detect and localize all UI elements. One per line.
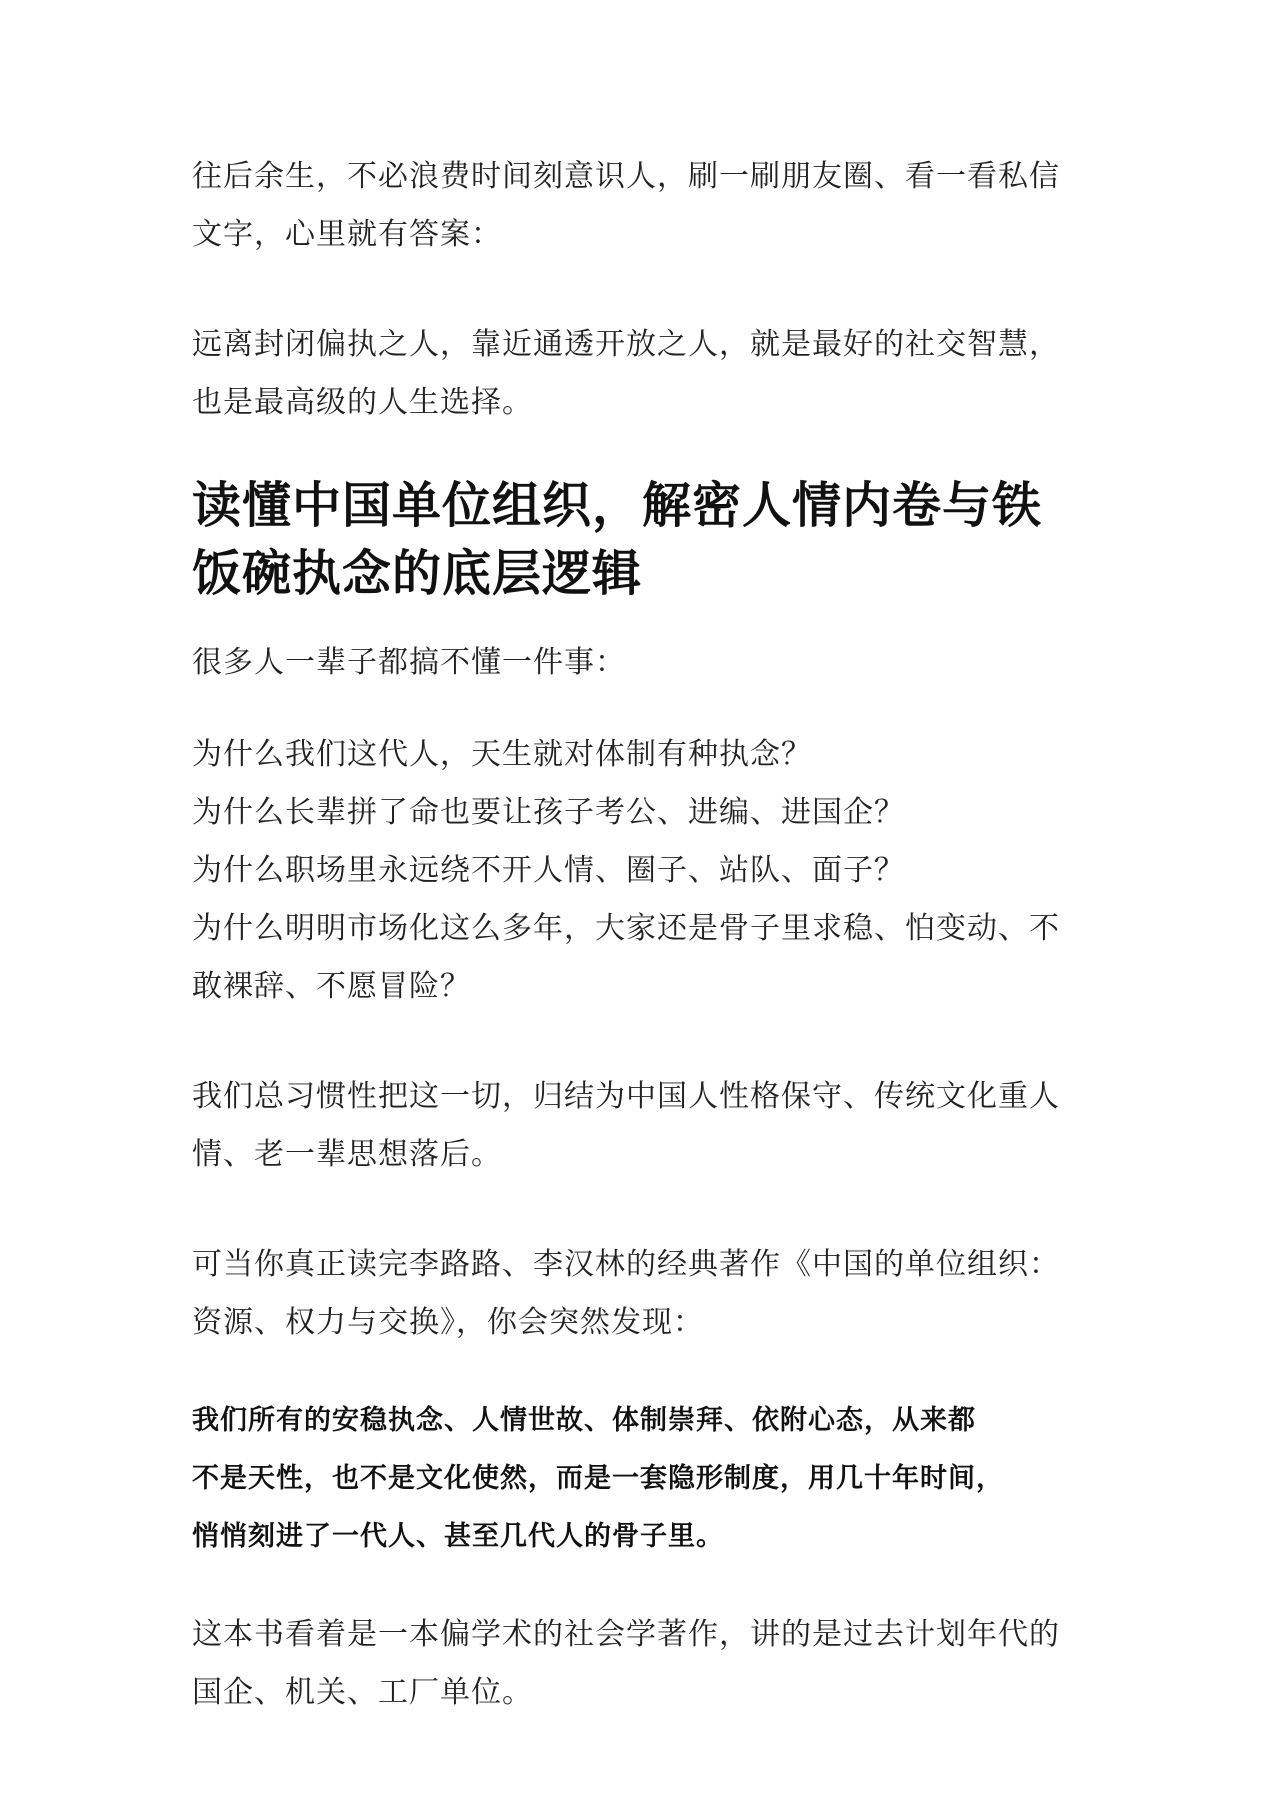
question-line: 敢裸辞、不愿冒险？ (192, 969, 471, 1004)
text-line: 可当你真正读完李路路、李汉林的经典著作《中国的单位组织： (192, 1247, 1060, 1282)
heading-line: 读懂中国单位组织，解密人情内卷与铁 (192, 477, 1043, 534)
text-line: 远离封闭偏执之人，靠近通透开放之人，就是最好的社交智慧， (192, 327, 1060, 362)
final-paragraph (192, 1606, 1085, 1722)
text-line: 也是最高级的人生选择。 (192, 385, 533, 420)
intro-paragraph-1 (192, 148, 1085, 264)
text-line: 这本书看着是一本偏学术的社会学著作，讲的是过去计划年代的 (192, 1617, 1060, 1652)
text-line: 往后余生，不必浪费时间刻意识人，刷一刷朋友圈、看一看私信 (192, 159, 1060, 194)
question-line: 为什么我们这代人，天生就对体制有种执念？ (192, 737, 812, 772)
section-heading (192, 472, 1085, 608)
question-line: 为什么职场里永远绕不开人情、圈子、站队、面子？ (192, 853, 905, 888)
book-paragraph (192, 1236, 1085, 1352)
text-line: 我们总习惯性把这一切，归结为中国人性格保守、传统文化重人 (192, 1079, 1060, 1114)
question-line: 为什么明明市场化这么多年，大家还是骨子里求稳、怕变动、不 (192, 911, 1060, 946)
emphasis-paragraph (192, 1392, 1085, 1566)
text-line: 国企、机关、工厂单位。 (192, 1675, 533, 1710)
habit-paragraph (192, 1068, 1085, 1184)
question-list (192, 726, 1085, 1016)
text-line: 文字，心里就有答案： (192, 217, 502, 252)
question-line: 为什么长辈拼了命也要让孩子考公、进编、进国企？ (192, 795, 905, 830)
text-line: 悄悄刻进了一代人、甚至几代人的骨子里。 (192, 1521, 724, 1552)
intro-paragraph-2 (192, 316, 1085, 432)
lead-sentence (192, 634, 1085, 692)
text-line: 情、老一辈思想落后。 (192, 1137, 502, 1172)
text-line: 我们所有的安稳执念、人情世故、体制崇拜、依附心态，从来都 (192, 1405, 976, 1436)
text-line: 很多人一辈子都搞不懂一件事： (192, 645, 626, 680)
text-line: 不是天性，也不是文化使然，而是一套隐形制度，用几十年时间， (192, 1463, 1004, 1494)
text-line: 资源、权力与交换》，你会突然发现： (192, 1305, 704, 1340)
heading-line: 饭碗执念的底层逻辑 (192, 545, 643, 602)
